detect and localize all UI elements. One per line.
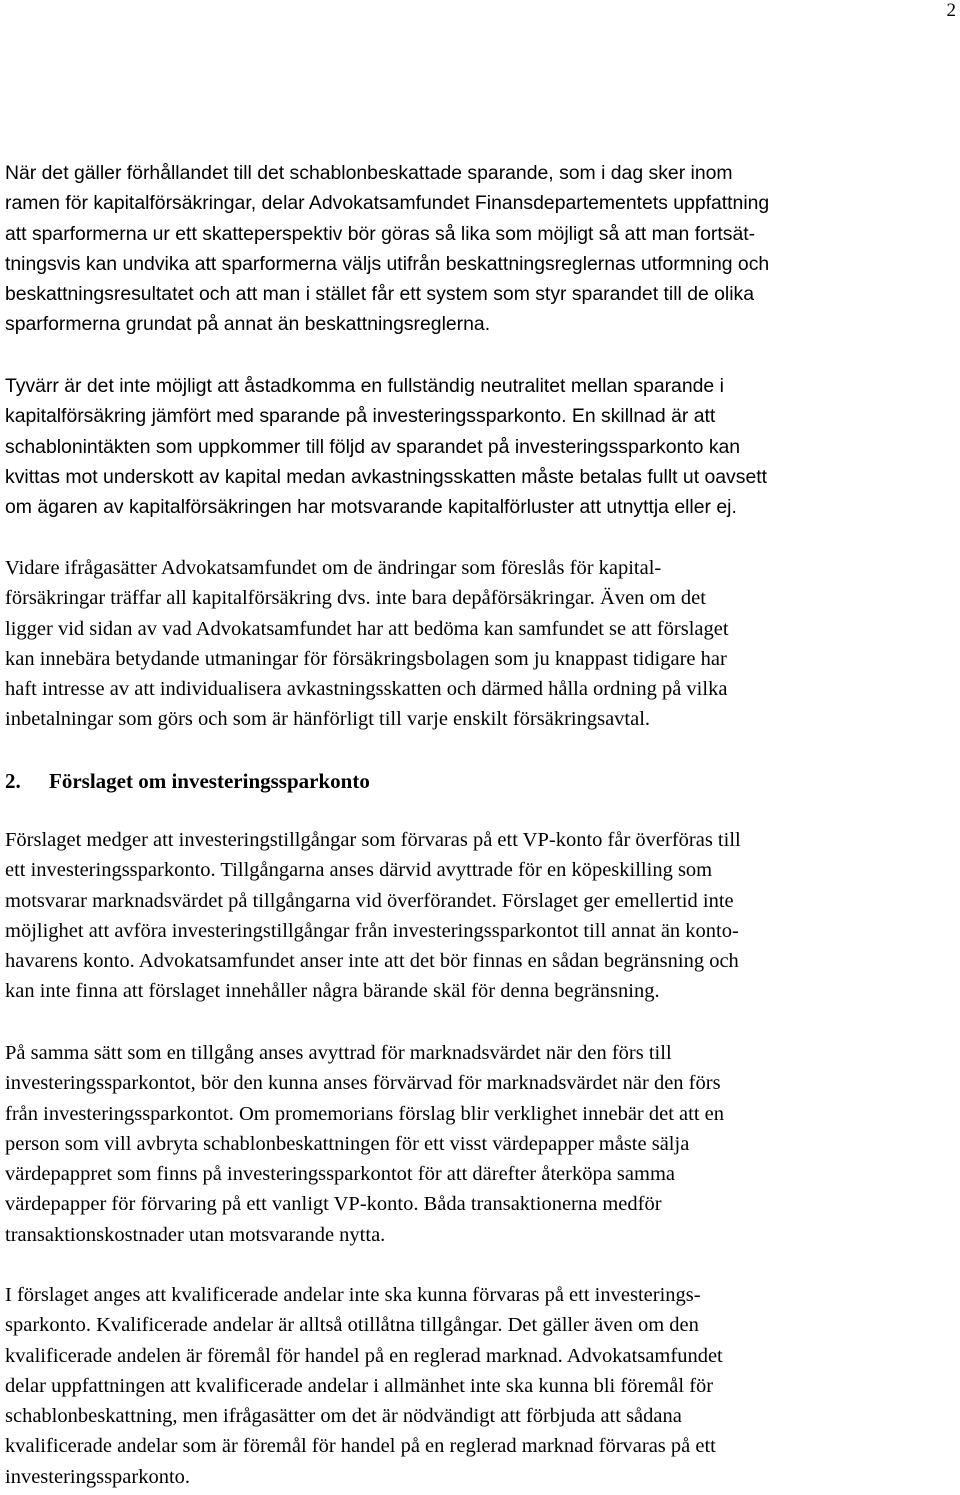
text-line: att sparformerna ur ett skatteperspektiv bör göras så lika som möjligt så att man fortsät- [5, 222, 756, 245]
text-line: Förslaget medger att investeringstillgångar som förvaras på ett VP-konto får överföras till [5, 829, 741, 851]
text-line: ett investeringssparkonto. Tillgångarna anses därvid avyttrade för en köpeskilling som [5, 859, 713, 882]
text-line: Vidare ifrågasätter Advokatsamfundet om de ändringar som föreslås för kapital- [5, 557, 662, 579]
text-line: investeringssparkonto. [5, 1465, 191, 1488]
text-line: kapitalförsäkring jämfört med sparande på investeringssparkonto. En skillnad är att [5, 405, 716, 428]
text-line: om ägaren av kapitalförsäkringen har motsvarande kapitalförluster att utnyttja eller ej. [5, 496, 737, 519]
text-line: beskattningsresultatet och att man i stället får ett system som styr sparandet till de olika [5, 283, 755, 306]
paragraph-3 [5, 553, 729, 735]
text-line: sparkonto. Kvalificerade andelar är alltså otillåtna tillgångar. Det gäller även om den [5, 1314, 699, 1337]
text-line: möjlighet att avföra investeringstillgångar från investeringssparkontot till annat än konto- [5, 919, 739, 942]
text-line: haft intresse av att individualisera avkastningsskatten och därmed hålla ordning på vilka [5, 678, 728, 701]
text-line: inbetalningar som görs och som är hänförligt till varje enskilt försäkringsavtal. [5, 708, 651, 731]
text-line: kvalificerade andelar som är föremål för handel på en reglerad marknad förvaras på ett [5, 1435, 716, 1458]
paragraph-2 [5, 371, 767, 522]
section-number: 2. [5, 769, 21, 793]
text-line: värdepapper för förvaring på ett vanligt VP-konto. Båda transaktionerna medför [5, 1193, 662, 1216]
text-line: På samma sätt som en tillgång anses avyttrad för marknadsvärdet när den förs till [5, 1042, 672, 1064]
page-number: 2 [946, 0, 956, 21]
text-line: schablonintäkten som uppkommer till följd av sparandet på investeringssparkonto kan [5, 435, 741, 458]
text-line: ramen för kapitalförsäkringar, delar Advokatsamfundet Finansdepartementets uppfattning [5, 192, 770, 215]
section-paragraph-2 [5, 1038, 724, 1250]
section-title: Förslaget om investeringssparkonto [49, 769, 370, 793]
text-line: kan innebära betydande utmaningar för försäkringsbolagen som ju knappast tidigare har [5, 647, 727, 670]
section-paragraph-3 [5, 1280, 723, 1492]
text-line: värdepappret som finns på investeringssparkontot för att därefter återköpa samma [5, 1163, 676, 1186]
text-line: sparformerna grundat på annat än beskattningsreglerna. [5, 313, 491, 336]
text-line: tningsvis kan undvika att sparformerna väljs utifrån beskattningsreglernas utformning och [5, 252, 770, 275]
text-line: investeringssparkontot, bör den kunna anses förvärvad för marknadsvärdet när den förs [5, 1072, 721, 1095]
section-paragraph-1 [5, 825, 741, 1007]
text-line: motsvarar marknadsvärdet på tillgångarna vid överförandet. Förslaget ger emellertid inte [5, 889, 734, 912]
text-line: kan inte finna att förslaget innehåller några bärande skäl för denna begränsning. [5, 980, 660, 1003]
text-line: När det gäller förhållandet till det schablonbeskattade sparande, som i dag sker inom [5, 162, 733, 184]
text-line: havarens konto. Advokatsamfundet anser inte att det bör finnas en sådan begränsning och [5, 950, 739, 973]
text-line: försäkringar träffar all kapitalförsäkring dvs. inte bara depåförsäkringar. Även om det [5, 587, 706, 610]
paragraph-1 [5, 158, 769, 340]
text-line: kvalificerade andelen är föremål för handel på en reglerad marknad. Advokatsamfundet [5, 1344, 723, 1367]
text-line: ligger vid sidan av vad Advokatsamfundet har att bedöma kan samfundet se att förslaget [5, 617, 729, 640]
text-line: från investeringssparkontot. Om promemorians förslag blir verklighet innebär det att en [5, 1102, 725, 1125]
text-line: transaktionskostnader utan motsvarande nytta. [5, 1223, 386, 1246]
text-line: kvittas mot underskott av kapital medan avkastningsskatten måste betalas fullt ut oavsett [5, 465, 768, 488]
text-line: schablonbeskattning, men ifrågasätter om det är nödvändigt att förbjuda att sådana [5, 1405, 682, 1428]
text-line: Tyvärr är det inte möjligt att åstadkomma en fullständig neutralitet mellan sparande i [5, 375, 724, 397]
section-heading [5, 766, 370, 796]
text-line: delar uppfattningen att kvalificerade andelar i allmänhet inte ska kunna bli föremål för [5, 1374, 714, 1397]
text-line: I förslaget anges att kvalificerade andelar inte ska kunna förvaras på ett investerings- [5, 1284, 701, 1306]
text-line: person som vill avbryta schablonbeskattningen för ett visst värdepapper måste sälja [5, 1132, 690, 1155]
